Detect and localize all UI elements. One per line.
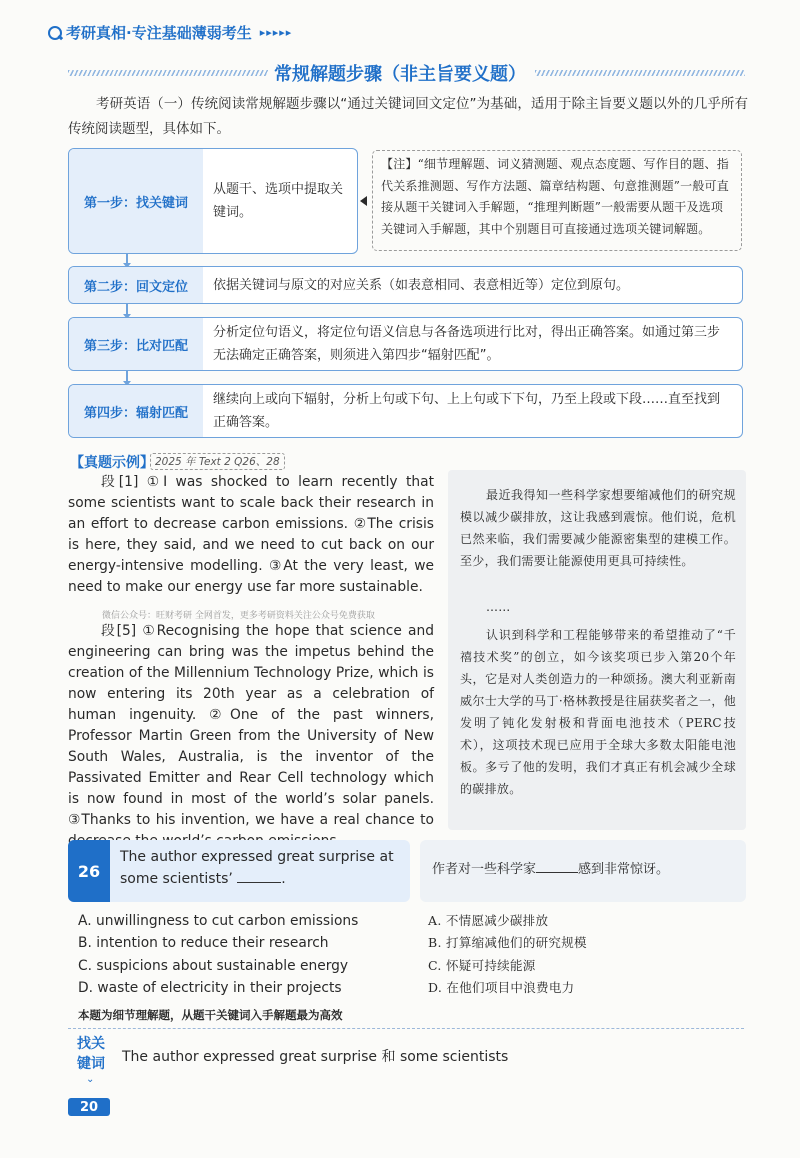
arrows-icon: ▸▸▸▸▸ <box>259 26 293 39</box>
step-2-label: 第二步：回文定位 <box>69 267 203 303</box>
keyword-text: The author expressed great surprise 和 some scientists <box>122 1049 509 1065</box>
note-box: 【注】“细节理解题、词义猜测题、观点态度题、写作目的题、指代关系推测题、写作方法题、篇章结构题、句意推测题”一般可直接从题干关键词入手解题，“推理判断题”一般需要从题干及选项关键词入手解题，其中个别题目可直接通过选项关键词解题。 <box>372 150 742 251</box>
question-stem-chinese <box>432 858 669 877</box>
translation-paragraph-5: 认识到科学和工程能够带来的希望推动了“千禧技术奖”的创立，如今该奖项已步入第20个年头，它是对人类创造力的一种颂扬。澳大利亚新南威尔士大学的马丁·格林教授是往届获奖者之一，他发明了钝化发射极和背面电池技术（PERC技术），这项技术现已应用于全球大多数太阳能电池板。多亏了他的发明，我们才真正有机会减少全球的碳排放。 <box>460 628 736 796</box>
solving-tip: 本题为细节理解题，从题干关键词入手解题最为高效 <box>78 1008 343 1022</box>
step-1-text: 从题干、选项中提取关键词。 <box>213 182 344 220</box>
search-logo-icon <box>48 26 62 40</box>
watermark-text: 微信公众号：旺财考研 全网首发，更多考研资料关注公众号免费获取 <box>102 611 375 621</box>
answer-blank-english <box>237 870 281 883</box>
option-b-english: B. intention to reduce their research <box>78 935 329 951</box>
translation-ellipsis: …… <box>486 600 511 614</box>
english-paragraph-1-text: 段[1] ①I was shocked to learn recently that some scientists want to scale back their research in an effort to decrease carbon emissions. ②The crisis is here, they said, and we need to cut back on our energy-intensive modelling. ③At the very least, we need to make our energy use far more sustainable. <box>68 474 434 595</box>
translation-paragraph-1: 最近我得知一些科学家想要缩减他们的研究规模以减少碳排放，这让我感到震惊。他们说，危机已然来临，我们需要减少能源密集型的建模工作。至少，我们需要让能源使用更具可持续性。 <box>460 488 736 568</box>
example-source-tag: 2025 年 Text 2 Q26、28 <box>150 453 285 470</box>
section-title: 常规解题步骤（非主旨要义题） <box>274 64 526 85</box>
brand-header <box>48 22 292 43</box>
question-stem-chinese-a: 作者对一些科学家 <box>432 862 537 877</box>
step-connector-2 <box>126 304 128 317</box>
example-heading: 【真题示例】 <box>70 455 154 471</box>
step-2 <box>68 266 743 304</box>
keyword-label: 找关键词 <box>77 1036 105 1072</box>
english-paragraph-5 <box>68 621 434 852</box>
step-1-label: 第一步：找关键词 <box>69 149 203 253</box>
brand-text: 考研真相·专注基础薄弱考生 <box>66 24 252 42</box>
chevron-down-icon: ⌄ <box>86 1074 95 1085</box>
page-number: 20 <box>68 1098 110 1116</box>
option-a-chinese: A. 不情愿减少碳排放 <box>428 913 549 928</box>
step-3 <box>68 317 743 371</box>
option-c-english: C. suspicions about sustainable energy <box>78 958 349 974</box>
step-3-text: 分析定位句语义，将定位句语义信息与各备选项进行比对，得出正确答案。如通过第三步无法确定正确答案，则须进入第四步“辐射匹配”。 <box>213 325 721 363</box>
question-stem-english-a: The author expressed great surprise at some scientists’ <box>120 849 394 887</box>
note-pointer-icon <box>360 196 367 206</box>
section-divider <box>68 1028 744 1029</box>
english-paragraph-5-text: 段[5] ①Recognising the hope that science and engineering can bring was the impetus behind the creation of the Millennium Technology Prize, which is now entering its 20th year as a celebration of human ingenuity. ②One of the past winners, Professor Martin Green from the University of New South Wales, Australia, is the inventor of the Passivated Emitter and Rear Cell technology which is now found in most of the world’s solar panels. ③Thanks to his invention, we have a real chance to <box>68 623 434 828</box>
english-paragraph-1 <box>68 472 434 598</box>
step-connector-3 <box>126 371 128 384</box>
step-connector-1 <box>126 254 128 266</box>
step-3-label: 第三步：比对匹配 <box>69 318 203 370</box>
step-4 <box>68 384 743 438</box>
option-d-chinese: D. 在他们项目中浪费电力 <box>428 980 575 995</box>
step-2-text: 依据关键词与原文的对应关系（如表意相同、表意相近等）定位到原句。 <box>213 277 630 293</box>
option-a-english: A. unwillingness to cut carbon emissions <box>78 913 359 929</box>
step-4-label: 第四步：辐射匹配 <box>69 385 203 437</box>
answer-blank-chinese <box>536 860 578 873</box>
question-number: 26 <box>68 840 110 902</box>
option-b-chinese: B. 打算缩减他们的研究规模 <box>428 935 587 950</box>
step-1 <box>68 148 358 254</box>
intro-paragraph: 考研英语（一）传统阅读常规解题步骤以“通过关键词回文定位”为基础，适用于除主旨要义题以外的几乎所有传统阅读题型，具体如下。 <box>68 96 748 137</box>
step-4-text: 继续向上或向下辐射，分析上句或下句、上上句或下下句，乃至上段或下段……直至找到正确答案。 <box>213 392 721 430</box>
option-d-english: D. waste of electricity in their projects <box>78 980 342 996</box>
question-stem-english <box>120 846 410 890</box>
question-stem-chinese-b: 感到非常惊讶。 <box>578 862 670 877</box>
question-stem-english-b: . <box>281 871 286 887</box>
option-c-chinese: C. 怀疑可持续能源 <box>428 958 536 973</box>
